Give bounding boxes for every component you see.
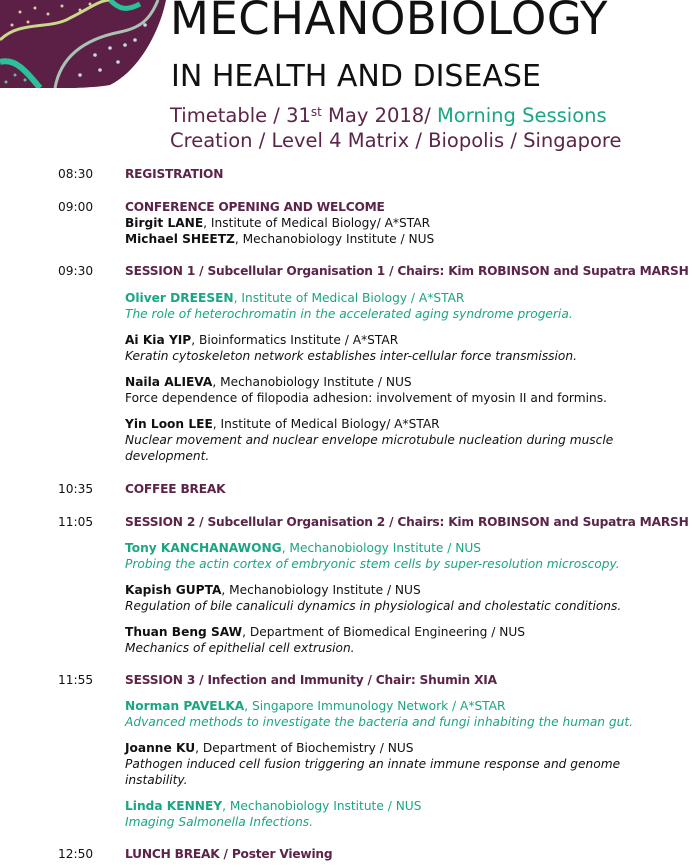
- entry-time: 10:35: [58, 482, 94, 496]
- speaker-name: Norman PAVELKA: [125, 699, 245, 713]
- talk-title: The role of heterochromatin in the accelerated aging syndrome progeria.: [125, 307, 573, 321]
- speaker-name: Naila ALIEVA: [125, 375, 213, 389]
- speaker-affiliation: , Mechanobiology Institute / NUS: [222, 799, 422, 813]
- speaker: [125, 540, 685, 556]
- speaker-name: Kapish GUPTA: [125, 583, 222, 597]
- header-artwork: [0, 0, 166, 88]
- speaker-affiliation: , Singapore Immunology Network / A*STAR: [244, 699, 506, 713]
- speaker-affiliation: , Institute of Medical Biology / A*STAR: [233, 291, 465, 305]
- speaker-name: Michael SHEETZ: [125, 232, 235, 246]
- entry-time: 08:30: [58, 167, 94, 181]
- talk-title: Imaging Salmonella Infections.: [125, 815, 314, 829]
- speaker: [125, 290, 685, 306]
- speaker-affiliation: , Mechanobiology Institute / NUS: [212, 375, 412, 389]
- speaker-name: Linda KENNEY: [125, 799, 223, 813]
- entry-heading: SESSION 3 / Infection and Immunity / Chair: Shumin XIA: [125, 673, 497, 687]
- speaker-name: Birgit LANE: [125, 216, 204, 230]
- entry-heading: REGISTRATION: [125, 167, 224, 181]
- speaker: [125, 798, 685, 814]
- subtitle: [170, 106, 607, 126]
- subtitle-session: Morning Sessions: [436, 104, 607, 127]
- talk-title: Mechanics of epithelial cell extrusion.: [125, 641, 355, 655]
- entry-heading: COFFEE BREAK: [125, 482, 226, 496]
- speaker-affiliation: , Mechanobiology Institute / NUS: [281, 541, 482, 555]
- entry-heading: CONFERENCE OPENING AND WELCOME: [125, 200, 385, 214]
- speaker-name: Thuan Beng SAW: [125, 625, 243, 639]
- speaker-name: Oliver DREESEN: [125, 291, 234, 305]
- speaker: [125, 231, 685, 247]
- entry-time: 11:55: [58, 673, 94, 687]
- entry-time: 12:50: [58, 847, 94, 861]
- talk-title: Pathogen induced cell fusion triggering an innate immune response and genome instability.: [125, 757, 621, 787]
- talk-title: Advanced methods to investigate the bacteria and fungi inhabiting the human gut.: [125, 715, 634, 729]
- entry-heading: SESSION 2 / Subcellular Organisation 2 / Chairs: Kim ROBINSON and Supatra MARSH: [125, 515, 689, 529]
- talk-title: Force dependence of filopodia adhesion: involvement of myosin II and formins.: [125, 391, 607, 405]
- subtitle-ordinal: st: [310, 105, 322, 119]
- talk-title: Keratin cytoskeleton network establishes inter-cellular force transmission.: [125, 349, 577, 363]
- speaker: [125, 698, 685, 714]
- speaker-affiliation: , Mechanobiology Institute / NUS: [234, 232, 435, 246]
- speaker: [125, 215, 685, 231]
- entry-heading: SESSION 1 / Subcellular Organisation 1 / Chairs: Kim ROBINSON and Supatra MARSH: [125, 264, 689, 278]
- speaker-name: Joanne KU: [125, 741, 196, 755]
- entry-time: 09:30: [58, 264, 94, 278]
- entry-time: 11:05: [58, 515, 94, 529]
- speaker-affiliation: , Institute of Medical Biology/ A*STAR: [203, 216, 431, 230]
- speaker: [125, 624, 685, 640]
- speaker: [125, 416, 660, 432]
- speaker-affiliation: , Mechanobiology Institute / NUS: [221, 583, 421, 597]
- speaker-affiliation: , Department of Biomedical Engineering / NUS: [242, 625, 525, 639]
- speaker: [125, 332, 685, 348]
- talk-title: Probing the actin cortex of embryonic stem cells by super-resolution microscopy.: [125, 557, 620, 571]
- entry-heading: LUNCH BREAK / Poster Viewing: [125, 847, 333, 861]
- title-line-1: MECHANOBIOLOGY: [170, 0, 608, 45]
- speaker-affiliation: , Department of Biochemistry / NUS: [195, 741, 414, 755]
- speaker-name: Yin Loon LEE: [125, 417, 213, 431]
- entry-time: 09:00: [58, 200, 94, 214]
- speaker: [125, 740, 655, 756]
- talk-title: Nuclear movement and nuclear envelope microtubule nucleation during muscle development.: [125, 433, 614, 463]
- speaker-name: Tony KANCHANAWONG: [125, 541, 282, 555]
- location: Creation / Level 4 Matrix / Biopolis / Singapore: [170, 129, 622, 152]
- title-line-2: IN HEALTH AND DISEASE: [171, 59, 541, 94]
- subtitle-date-rest: May 2018/: [321, 104, 437, 127]
- speaker-affiliation: , Bioinformatics Institute / A*STAR: [191, 333, 399, 347]
- speaker-affiliation: , Institute of Medical Biology/ A*STAR: [212, 417, 440, 431]
- speaker-name: Ai Kia YIP: [125, 333, 192, 347]
- talk-title: Regulation of bile canaliculi dynamics in physiological and cholestatic conditions.: [125, 599, 622, 613]
- speaker: [125, 374, 685, 390]
- speaker: [125, 582, 685, 598]
- subtitle-date: Timetable / 31: [170, 104, 311, 127]
